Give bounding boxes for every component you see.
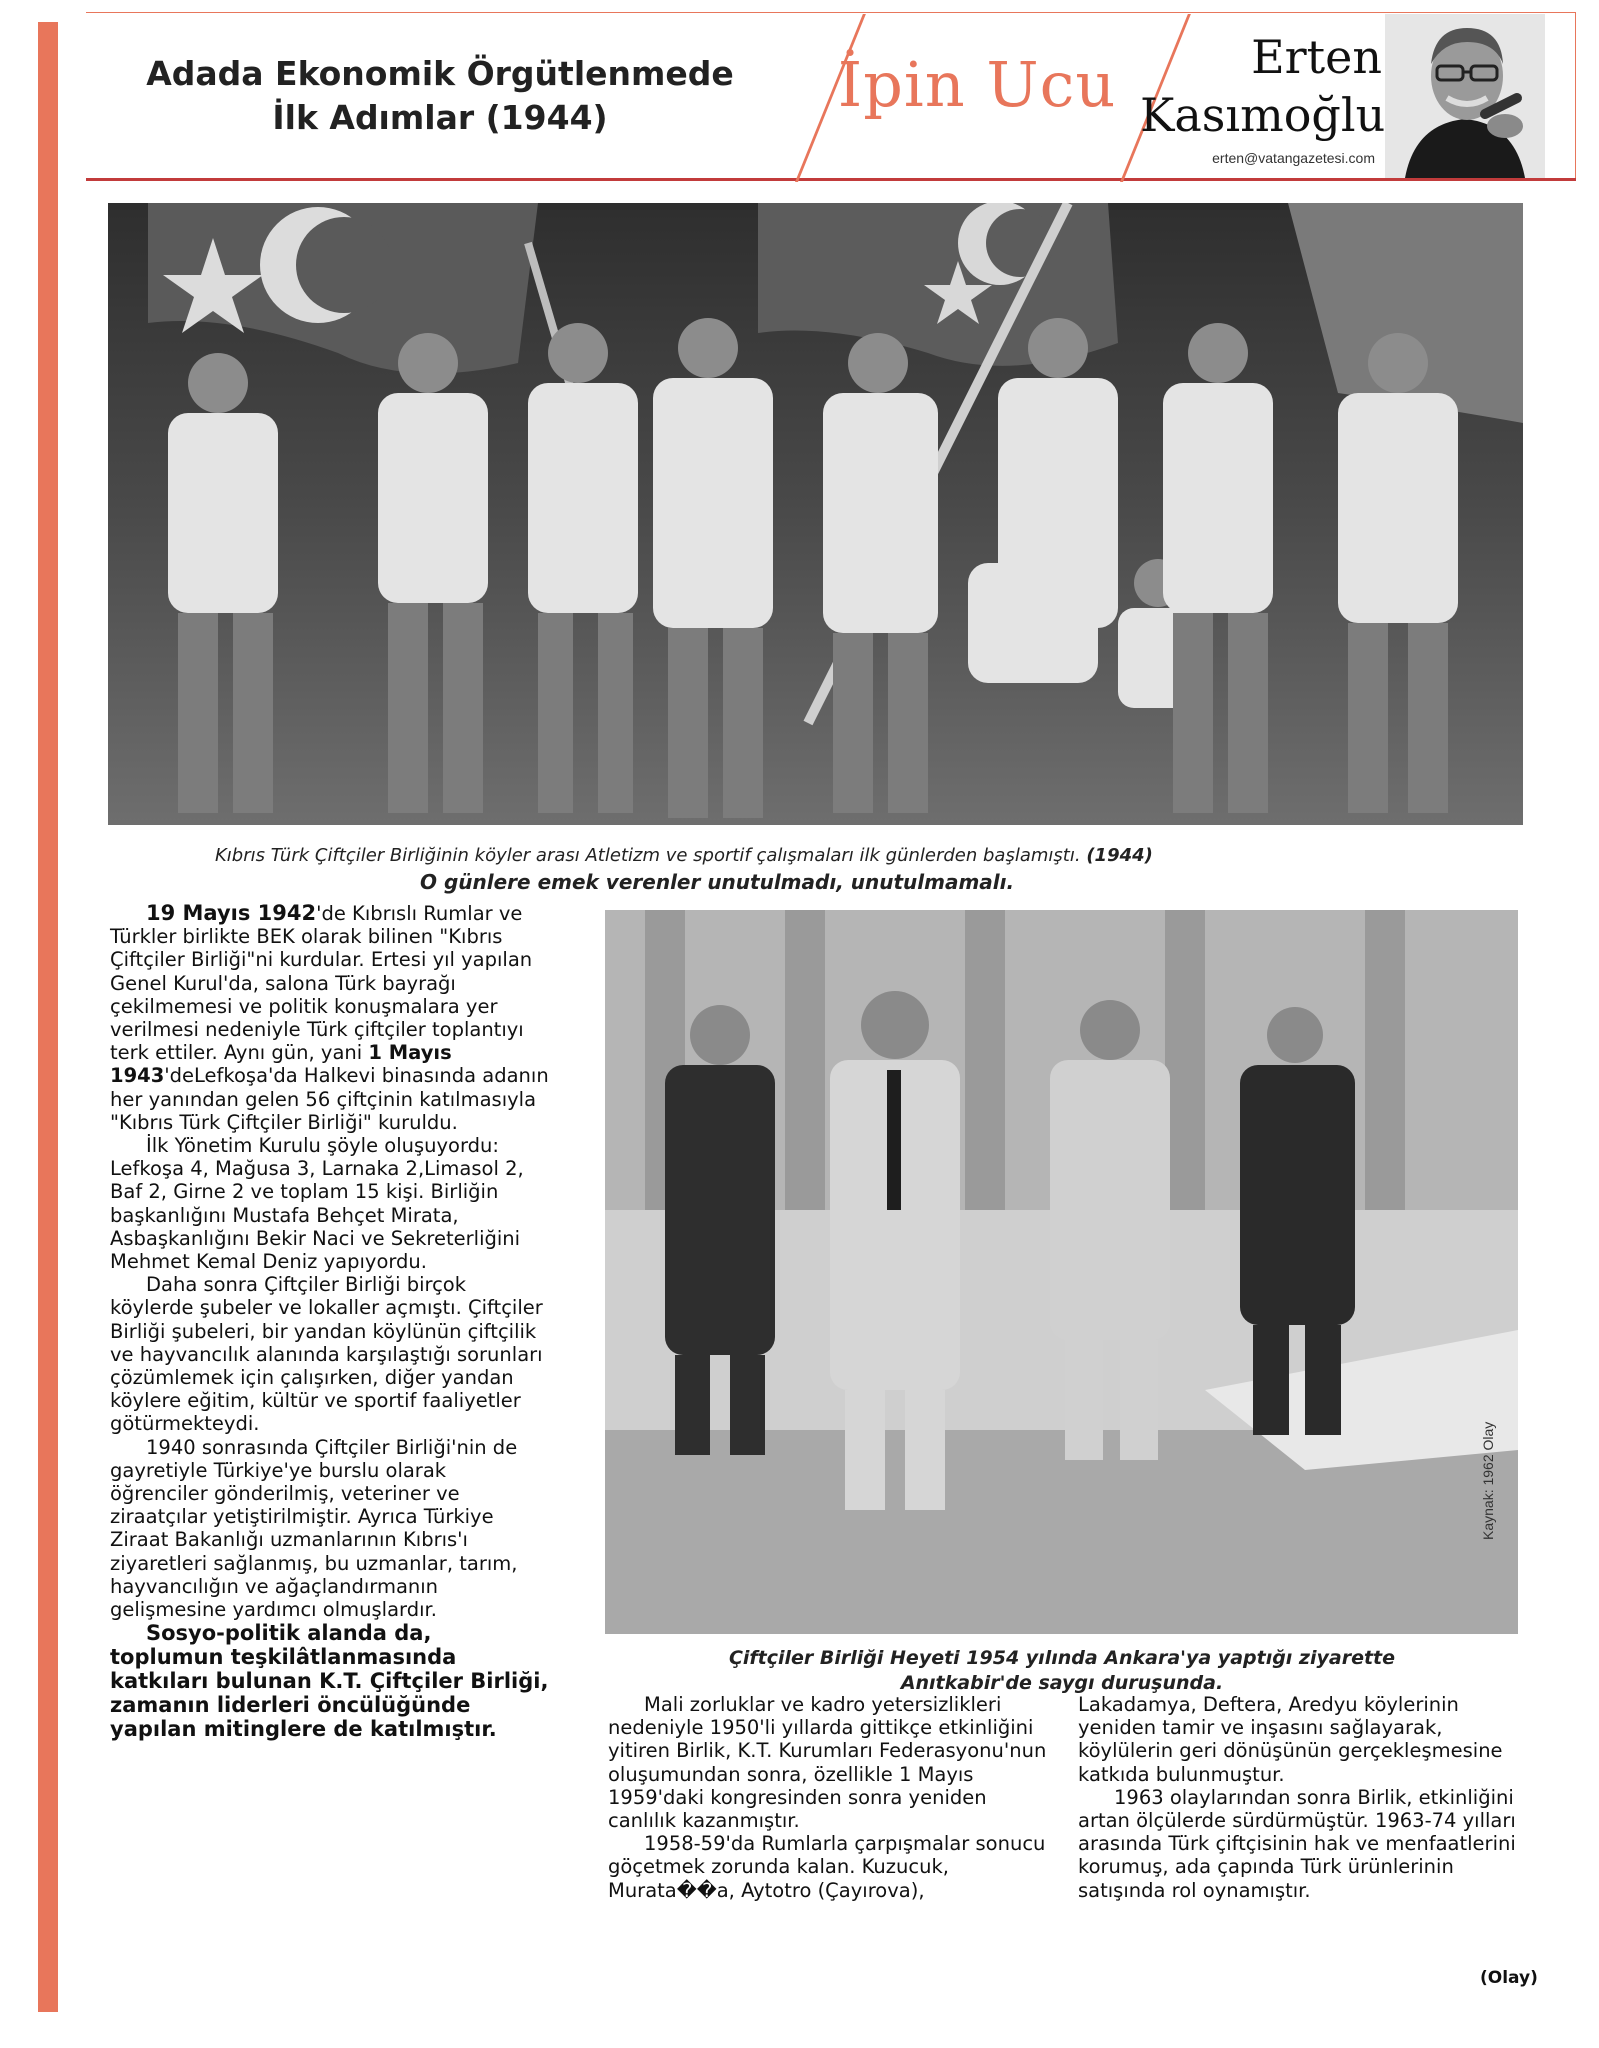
para-8: Lakadamya, Deftera, Aredyu köylerinin yeniden tamir ve inşasını sağlayarak, köylülerin geri dönüşünün gerçekleşmesine katkıda bulunmuştur. <box>1078 1693 1503 1786</box>
author-last-name: Kasımoğlu <box>1140 88 1386 142</box>
header-top-border <box>86 12 1576 13</box>
para-1b: 'deLefkoşa'da Halkevi binasında adanın her yanından gelen 56 çiftçinin katılmasıyla "Kıbrıs Türk Çiftçiler Birliği" kuruldu. <box>110 1064 549 1134</box>
photo1-caption <box>215 845 1535 866</box>
lead-date-2: 1 Mayıs 1943 <box>110 1041 452 1088</box>
para-3: Daha sonra Çiftçiler Birliği birçok köylerde şubeler ve lokaller açmıştı. Çiftçiler Birliği şubeleri, bir yandan köylünün çiftçilik ve hayvancılık alanında karşılaştığı sorunları çözümlemek için çalışırken, diğer yandan köylere eğitim, kültür ve sportif faaliyetler götürmekteydi. <box>110 1273 543 1436</box>
column-name: İpin Ucu <box>837 48 1117 121</box>
author-email: erten@vatangazetesi.com <box>1212 150 1375 166</box>
lead-date: 19 Mayıs 1942 <box>146 901 317 925</box>
headline-line-1: Adada Ekonomik Örgütlenmede <box>146 54 734 93</box>
headline <box>140 52 740 140</box>
source-label: (Olay) <box>1480 1968 1538 1988</box>
header-bottom-rule <box>86 178 1576 181</box>
author-photo <box>1385 14 1545 178</box>
article-column-2 <box>608 1693 1048 1902</box>
photo-delegation-anitkabir <box>605 910 1518 1634</box>
photo-athletes-with-flags <box>108 203 1523 825</box>
photo2-caption-line-2: Anıtkabir'de saygı duruşunda. <box>900 1672 1224 1694</box>
photo1-caption-text: Kıbrıs Türk Çiftçiler Birliğinin köyler arası Atletizm ve sportif çalışmaları ilk günlerden başlamıştı. <box>215 845 1081 866</box>
photo2-caption <box>612 1646 1512 1696</box>
para-4: 1940 sonrasında Çiftçiler Birliği'nin de gayretiyle Türkiye'ye burslu olarak öğrenciler gönderilmiş, veteriner ve ziraatçılar yetiştirilmiştir. Ayrıca Türkiye Ziraat Bakanlığı uzmanlarının Kıbrıs'ı ziyaretleri sağlanmış, bu uzmanlar, tarım, hayvancılığın ve ağaçlandırmanın gelişmesine yardımcı olmuşlardır. <box>110 1435 518 1622</box>
header-right-border <box>1575 12 1576 180</box>
photo1-subcaption: O günlere emek verenler unutulmadı, unutulmamalı. <box>420 870 1015 894</box>
article-column-1 <box>110 902 550 1741</box>
photo1-caption-year: (1944) <box>1086 845 1153 866</box>
article-column-3 <box>1078 1693 1518 1902</box>
para-9: 1963 olaylarından sonra Birlik, etkinliğini artan ölçülerde sürdürmüştür. 1963-74 yılları arasında Türk çiftçisinin hak ve menfaatlerini korumuş, ada çapında Türk ürünlerinin satışında rol oynamıştır. <box>1078 1785 1516 1902</box>
para-5-bold: Sosyo-politik alanda da, toplumun teşkilâtlanmasında katkıları bulunan K.T. Çiftçiler Birliği, zamanın liderleri öncülüğünde yapılan mitinglere de katılmıştır. <box>110 1621 549 1742</box>
para-2: İlk Yönetim Kurulu şöyle oluşuyordu: Lefkoşa 4, Mağusa 3, Larnaka 2,Limasol 2, Baf 2, Girne 2 ve toplam 15 kişi. Birliğin başkanlığını Mustafa Behçet Mirata, Asbaşkanlığını Bekir Naci ve Sekreterliğini Mehmet Kemal Deniz yapıyordu. <box>110 1134 524 1274</box>
left-accent-strip <box>0 0 58 2048</box>
author-first-name: Erten <box>1251 30 1382 84</box>
para-6: Mali zorluklar ve kadro yetersizlikleri nedeniyle 1950'li yıllarda gittikçe etkinliğini yitiren Birlik, K.T. Kurumları Federasyonu'nun oluşumundan sonra, özellikle 1 Mayıs 1959'daki kongresinden sonra yeniden canlılık kazanmıştır. <box>608 1693 1047 1833</box>
headline-line-2: İlk Adımlar (1944) <box>272 98 608 137</box>
para-7: 1958-59'da Rumlarla çarpışmalar sonucu göçetmek zorunda kalan. Kuzucuk, Murata��a, Aytotro (Çayırova), <box>608 1832 1046 1902</box>
photo2-credit: Kaynak: 1962 Olay <box>1480 1421 1496 1540</box>
photo2-caption-line-1: Çiftçiler Birliği Heyeti 1954 yılında Ankara'ya yaptığı ziyarette <box>728 1647 1396 1669</box>
para-1a: 'de Kıbrıslı Rumlar ve Türkler birlikte BEK olarak bilinen "Kıbrıs Çiftçiler Birliği"ni kurdular. Ertesi yıl yapılan Genel Kurul'da, salona Türk bayrağı çekilmemesi ve politik konuşmalara yer verilmesi nedeniyle Türk çiftçiler toplantıyı terk ettiler. Aynı gün, yani <box>110 902 533 1065</box>
